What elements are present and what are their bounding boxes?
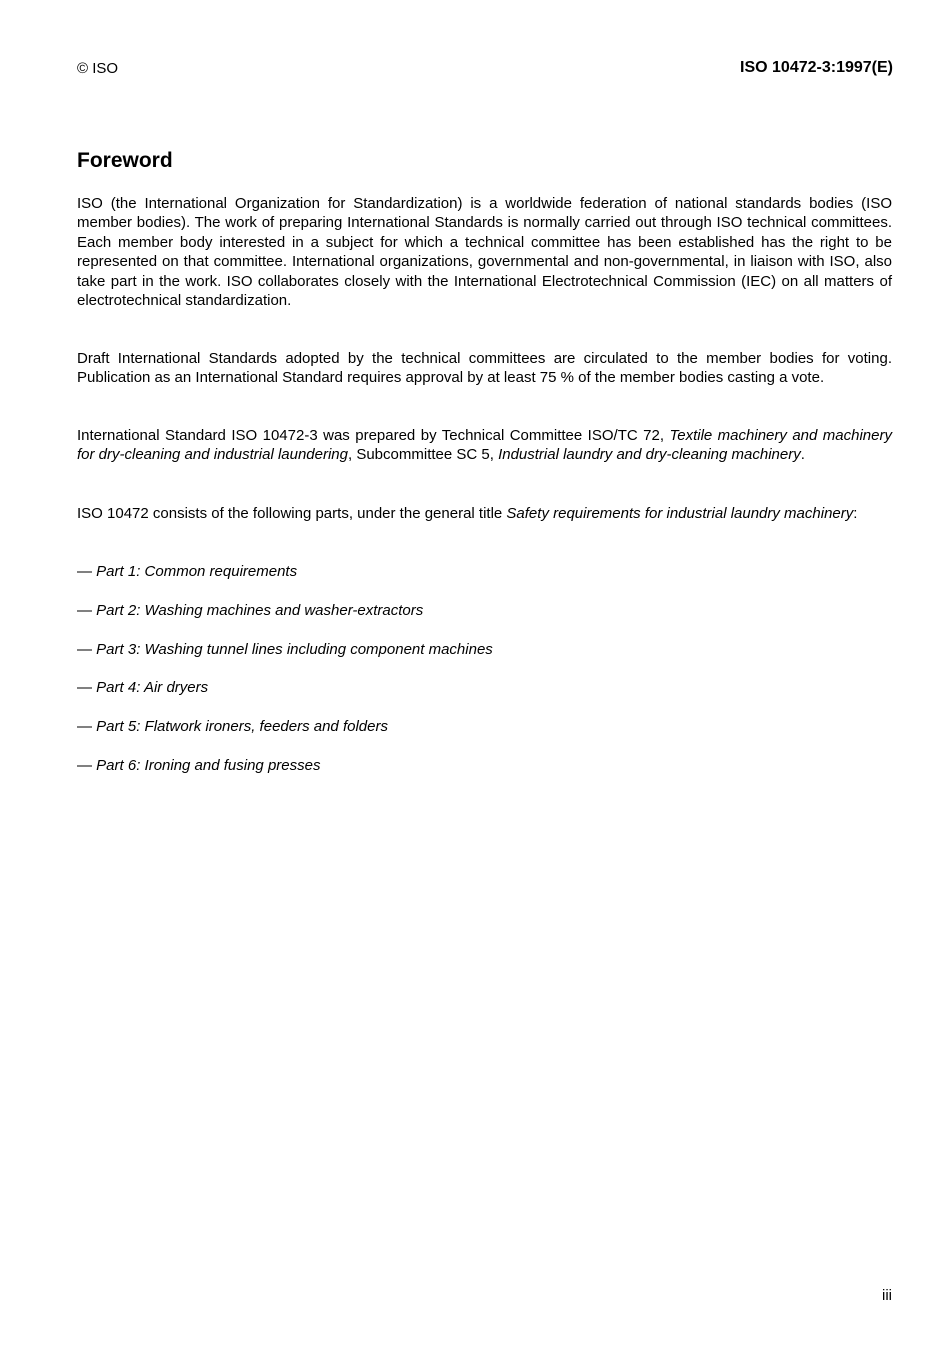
foreword-paragraph-2: Draft International Standards adopted by the technical committees are circulated to the member bodies for voting. Publication as an International Standard requires approval by at least 75 % of the member bodies casting a vote. xyxy=(77,350,892,387)
foreword-paragraph-1: ISO (the International Organization for Standardization) is a worldwide federation of national standards bodies (ISO member bodies). The work of preparing International Standards is normally carried out through ISO technical committees. Each member body interested in a subject for which a technical committee has been established has the right to be represented on that committee. International organizations, governmental and non-governmental, in liaison with ISO, also take part in the work. ISO collaborates closely with the International Electrotechnical Commission (IEC) on all matters of electrotechnical standardization. xyxy=(77,195,892,310)
part-2-title: Part 2: Washing machines and washer-extractors xyxy=(96,602,424,619)
foreword-paragraph-3 xyxy=(77,426,892,465)
list-dash: — xyxy=(77,563,97,580)
part-4-title: Part 4: Air dryers xyxy=(96,679,209,696)
paragraph-3-text-a: International Standard ISO 10472-3 was prepared by Technical Committee ISO/TC 72, xyxy=(77,427,670,444)
list-item-part-5 xyxy=(77,717,388,736)
paragraph-3-text-c: , Subcommittee SC 5, xyxy=(348,446,499,464)
paragraph-4-text-c: : xyxy=(853,505,858,522)
page-title: Foreword xyxy=(77,149,173,172)
page-number: iii xyxy=(882,1287,892,1304)
list-item-part-1 xyxy=(77,562,297,581)
foreword-paragraph-4 xyxy=(77,504,892,523)
header-copyright: © ISO xyxy=(77,60,119,77)
list-item-part-4 xyxy=(77,678,208,697)
list-item-part-2 xyxy=(77,601,423,620)
list-dash: — xyxy=(77,757,97,774)
paragraph-3-text-e: . xyxy=(800,446,805,464)
list-dash: — xyxy=(77,718,97,735)
paragraph-4-text-a: ISO 10472 consists of the following parts, under the general title xyxy=(77,505,507,522)
part-5-title: Part 5: Flatwork ironers, feeders and folders xyxy=(96,718,388,735)
general-title: Safety requirements for industrial laundry machinery xyxy=(506,505,854,522)
part-1-title: Part 1: Common requirements xyxy=(96,563,298,580)
part-3-title: Part 3: Washing tunnel lines including component machines xyxy=(96,641,493,658)
tc-title: Textile machinery and machinery for dry-cleaning and industrial laundering xyxy=(77,427,892,464)
part-6-title: Part 6: Ironing and fusing presses xyxy=(96,757,321,774)
list-dash: — xyxy=(77,602,97,619)
header-standard-number: ISO 10472-3:1997(E) xyxy=(740,59,893,76)
list-item-part-3 xyxy=(77,640,493,659)
list-dash: — xyxy=(77,641,97,658)
sc-title: Industrial laundry and dry-cleaning machinery xyxy=(498,446,801,464)
list-dash: — xyxy=(77,679,97,696)
list-item-part-6 xyxy=(77,756,320,775)
